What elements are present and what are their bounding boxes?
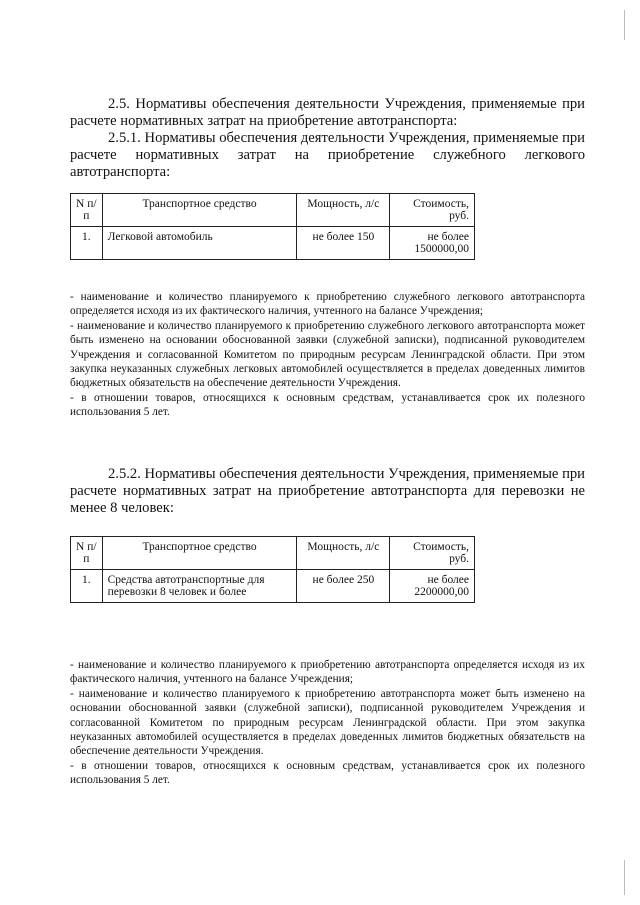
header-vehicle: Транспортное средство bbox=[102, 194, 297, 227]
table-header-row bbox=[71, 194, 475, 227]
table-row bbox=[71, 570, 475, 603]
cell-vehicle: Средства автотранспортные для перевозки 8 человек и более bbox=[102, 570, 297, 603]
header-vehicle: Транспортное средство bbox=[102, 537, 297, 570]
scan-edge-mark bbox=[624, 10, 625, 40]
note-item: - наименование и количество планируемого к приобретению служебного легкового автотранспорта может быть изменено на основании обоснованной заявки (служебной записки), подписанной руководителем Учреждения и согласованной Комитетом по природным ресурсам Ленинградской области. При этом закупка неуказанных служебных легковых автомобилей осуществляется в пределах доведенных лимитов бюджетных обязательств на обеспечение деятельности Учреждения. bbox=[70, 319, 585, 390]
section-2-5-2-heading: 2.5.2. Нормативы обеспечения деятельности Учреждения, применяемые при расчете нормативных затрат на приобретение автотранспорта для перевозки не менее 8 человек: bbox=[70, 466, 585, 516]
header-power: Мощность, л/с bbox=[297, 194, 390, 227]
notes-2-5-2 bbox=[70, 658, 585, 788]
header-cost: Стоимость, руб. bbox=[390, 537, 475, 570]
note-item: - наименование и количество планируемого к приобретению автотранспорта определяется исходя из их фактического наличия, учтенного на балансе Учреждения; bbox=[70, 659, 585, 686]
cell-power: не более 250 bbox=[297, 570, 390, 603]
table-row bbox=[71, 227, 475, 260]
header-cost: Стоимость, руб. bbox=[390, 194, 475, 227]
note-item: - в отношении товаров, относящихся к основным средствам, устанавливается срок их полезного использования 5 лет. bbox=[70, 759, 585, 787]
cell-vehicle: Легковой автомобиль bbox=[102, 227, 297, 260]
header-power: Мощность, л/с bbox=[297, 537, 390, 570]
table-header-row bbox=[71, 537, 475, 570]
section-2-5-heading: 2.5. Нормативы обеспечения деятельности Учреждения, применяемые при расчете нормативных затрат на приобретение автотранспорта: bbox=[70, 96, 585, 129]
cell-number: 1. bbox=[71, 570, 103, 603]
header-number: N п/п bbox=[71, 537, 103, 570]
scan-edge-mark bbox=[624, 860, 625, 895]
section-2-5-1-heading: 2.5.1. Нормативы обеспечения деятельности Учреждения, применяемые при расчете нормативных затрат на приобретение служебного легкового автотранспорта: bbox=[70, 130, 585, 180]
notes-2-5-1 bbox=[70, 290, 585, 420]
note-item: - наименование и количество планируемого к приобретению служебного легкового автотранспорта определяется исходя из их фактического наличия, учтенного на балансе Учреждения; bbox=[70, 291, 585, 318]
header-number: N п/п bbox=[71, 194, 103, 227]
cell-cost: не более 2200000,00 bbox=[390, 570, 475, 603]
note-item: - наименование и количество планируемого к приобретению автотранспорта может быть изменено на основании обоснованной заявки (служебной записки), подписанной руководителем Учреждения и согласованной Комитетом по природным ресурсам Ленинградской области. При этом закупка неуказанных автомобилей осуществляется в пределах доведенных лимитов бюджетных обязательств на обеспечение деятельности Учреждения. bbox=[70, 687, 585, 758]
table-2-5-2 bbox=[70, 536, 475, 603]
cell-cost: не более 1500000,00 bbox=[390, 227, 475, 260]
table-2-5-1 bbox=[70, 193, 475, 260]
cell-power: не более 150 bbox=[297, 227, 390, 260]
cell-number: 1. bbox=[71, 227, 103, 260]
note-item: - в отношении товаров, относящихся к основным средствам, устанавливается срок их полезного использования 5 лет. bbox=[70, 391, 585, 419]
